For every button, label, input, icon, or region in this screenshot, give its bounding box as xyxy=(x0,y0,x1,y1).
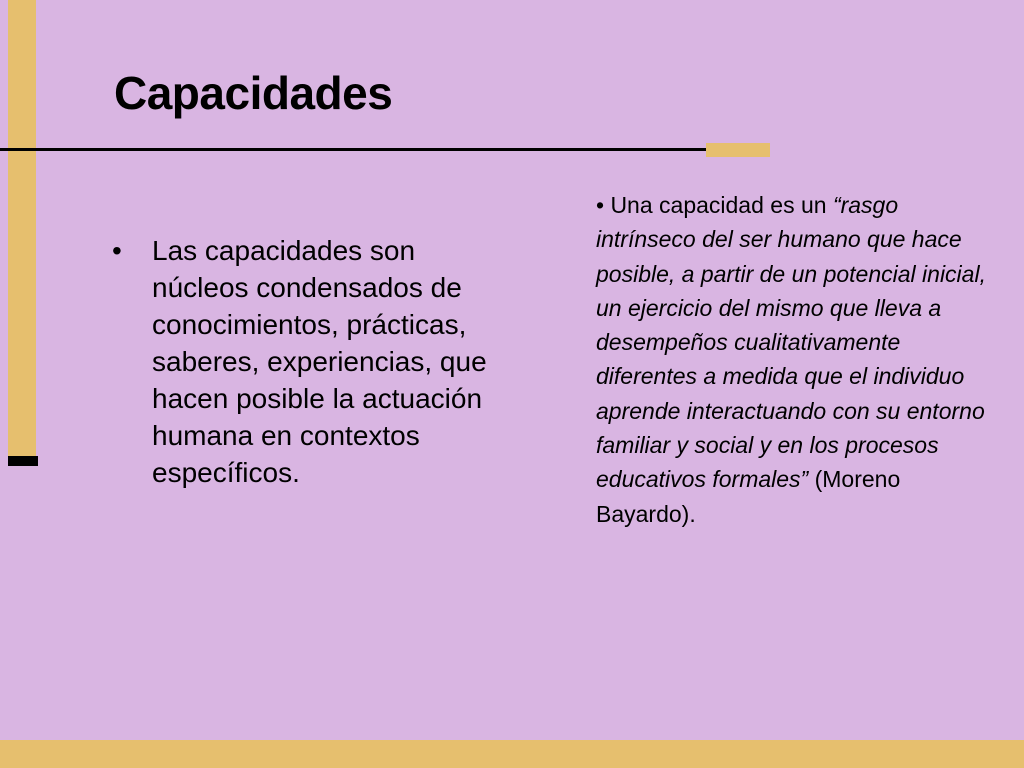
left-bullet-text: Las capacidades son núcleos condensados de conocimientos, prácticas, saberes, experiencias, que hacen posible la actuación humana en contextos específicos. xyxy=(152,235,487,488)
right-bullet-quote: “rasgo intrínseco del ser humano que hace posible, a partir de un potencial inicial, un ejercicio del mismo que lleva a desempeños cualitativamente diferentes a medida que el individuo aprende interactuando con su entorno familiar y social y en los procesos educativos formales” xyxy=(596,192,986,493)
title-divider-accent xyxy=(706,143,770,157)
slide-title: Capacidades xyxy=(114,67,393,119)
left-accent-bar xyxy=(8,0,36,458)
right-bullet-item xyxy=(596,188,986,531)
left-accent-tick xyxy=(8,456,38,466)
bullet-marker: • xyxy=(112,235,122,266)
title-divider-line xyxy=(0,148,706,151)
bottom-accent-bar xyxy=(0,740,1024,768)
right-bullet-citation: (Moreno Bayardo). xyxy=(596,466,901,527)
right-bullet-lead: • Una capacidad es un xyxy=(596,192,827,218)
left-bullet-item xyxy=(112,232,502,491)
